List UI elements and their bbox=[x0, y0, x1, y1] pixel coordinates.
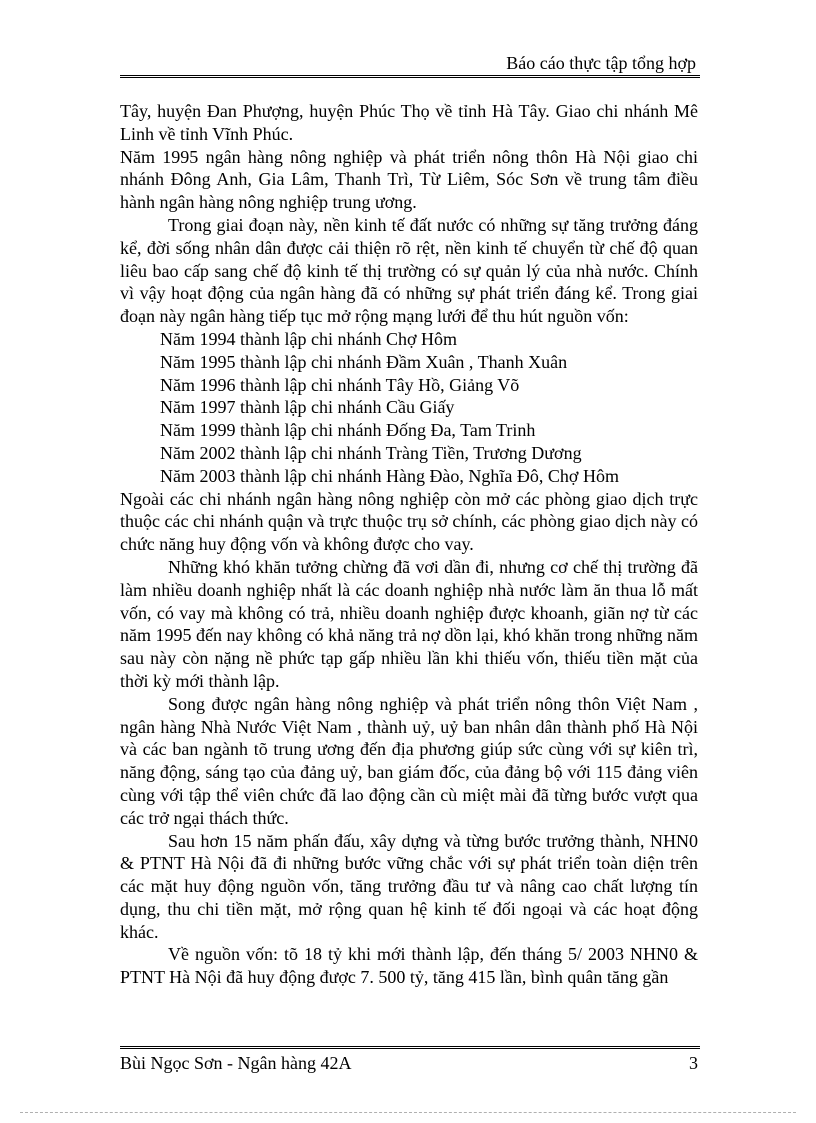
list-item: Năm 2003 thành lập chi nhánh Hàng Đào, Nghĩa Đô, Chợ Hôm bbox=[160, 465, 619, 486]
footer-rule bbox=[120, 1046, 700, 1049]
header-title: Báo cáo thực tập tổng hợp bbox=[506, 53, 696, 73]
paragraph: Song được ngân hàng nông nghiệp và phát triển nông thôn Việt Nam , ngân hàng Nhà Nước Việt Nam , thành uỷ, uỷ ban nhân dân thành phố Hà Nội và các ban ngành tõ trung ương đến địa phương giúp sức cùng với sự kiên trì, năng động, sáng tạo của đảng uỷ, ban giám đốc, của đảng bộ với 115 đảng viên cùng với tập thể viên chức đã lao động cần cù miệt mài đã từng bước vượt qua các trở ngại thách thức. bbox=[120, 693, 698, 828]
list-item: Năm 1994 thành lập chi nhánh Chợ Hôm bbox=[160, 328, 457, 349]
paragraph: Những khó khăn tưởng chừng đã vơi dần đi, nhưng cơ chế thị trường đã làm nhiều doanh nghiệp nhất là các doanh nghiệp nhà nước làm ăn thua lỗ mất vốn, có vay mà không có trả, nhiều doanh nghiệp được khoanh, giãn nợ từ các năm 1995 đến nay không có khả năng trả nợ dồn lại, khó khăn trong những năm sau này còn nặng nề phức tạp gấp nhiều lần khi thiếu vốn, thiếu tiền mặt của thời kỳ mới thành lập. bbox=[120, 556, 698, 691]
header-rule bbox=[120, 75, 700, 78]
page-header bbox=[120, 50, 700, 78]
body-text bbox=[120, 100, 698, 989]
paragraph: Về nguồn vốn: tõ 18 tỷ khi mới thành lập, đến tháng 5/ 2003 NHN0 & PTNT Hà Nội đã huy động được 7. 500 tỷ, tăng 415 lần, bình quân tăng gần bbox=[120, 944, 698, 988]
page-number: 3 bbox=[689, 1053, 698, 1073]
paragraph: Trong giai đoạn này, nền kinh tế đất nước có những sự tăng trưởng đáng kể, đời sống nhân dân được cải thiện rõ rệt, nền kinh tế chuyển từ chế độ quan liêu bao cấp sang chế độ kinh tế thị trường có sự quản lý của nhà nước. Chính vì vậy hoạt động của ngân hàng đã có những sự phát triển đáng kể. Trong giai đoạn này ngân hàng tiếp tục mở rộng mạng lưới để thu hút nguồn vốn: bbox=[120, 214, 698, 327]
paragraph: Tây, huyện Đan Phượng, huyện Phúc Thọ về tỉnh Hà Tây. Giao chi nhánh Mê Linh về tỉnh Vĩnh Phúc. bbox=[120, 101, 698, 144]
paragraph: Ngoài các chi nhánh ngân hàng nông nghiệp còn mở các phòng giao dịch trực thuộc các chi nhánh quận và trực thuộc trụ sở chính, các phòng giao dịch này có chức năng huy động vốn và không được cho vay. bbox=[120, 488, 698, 555]
paragraph: Năm 1995 ngân hàng nông nghiệp và phát triển nông thôn Hà Nội giao chi nhánh Đông Anh, Gia Lâm, Thanh Trì, Từ Liêm, Sóc Sơn về trung tâm điều hành ngân hàng nông nghiệp trung ương. bbox=[120, 146, 698, 213]
page-edge-divider bbox=[20, 1112, 796, 1113]
footer-author: Bùi Ngọc Sơn - Ngân hàng 42A bbox=[120, 1053, 352, 1073]
page-footer bbox=[120, 1046, 700, 1076]
list-item: Năm 1995 thành lập chi nhánh Đầm Xuân , Thanh Xuân bbox=[160, 351, 568, 372]
list-item: Năm 1997 thành lập chi nhánh Cầu Giấy bbox=[160, 397, 455, 418]
list-item: Năm 2002 thành lập chi nhánh Tràng Tiền, Trương Dương bbox=[160, 442, 582, 463]
paragraph: Sau hơn 15 năm phấn đấu, xây dựng và từng bước trưởng thành, NHN0 & PTNT Hà Nội đã đi những bước vững chắc với sự phát triển toàn diện trên các mặt huy động nguồn vốn, tăng trưởng đầu tư và nâng cao chất lượng tín dụng, thu chi tiền mặt, mở rộng quan hệ kinh tế đối ngoại và các hoạt động khác. bbox=[120, 830, 698, 942]
list-item: Năm 1999 thành lập chi nhánh Đống Đa, Tam Trinh bbox=[160, 420, 536, 441]
list-item: Năm 1996 thành lập chi nhánh Tây Hồ, Giảng Võ bbox=[160, 374, 520, 395]
